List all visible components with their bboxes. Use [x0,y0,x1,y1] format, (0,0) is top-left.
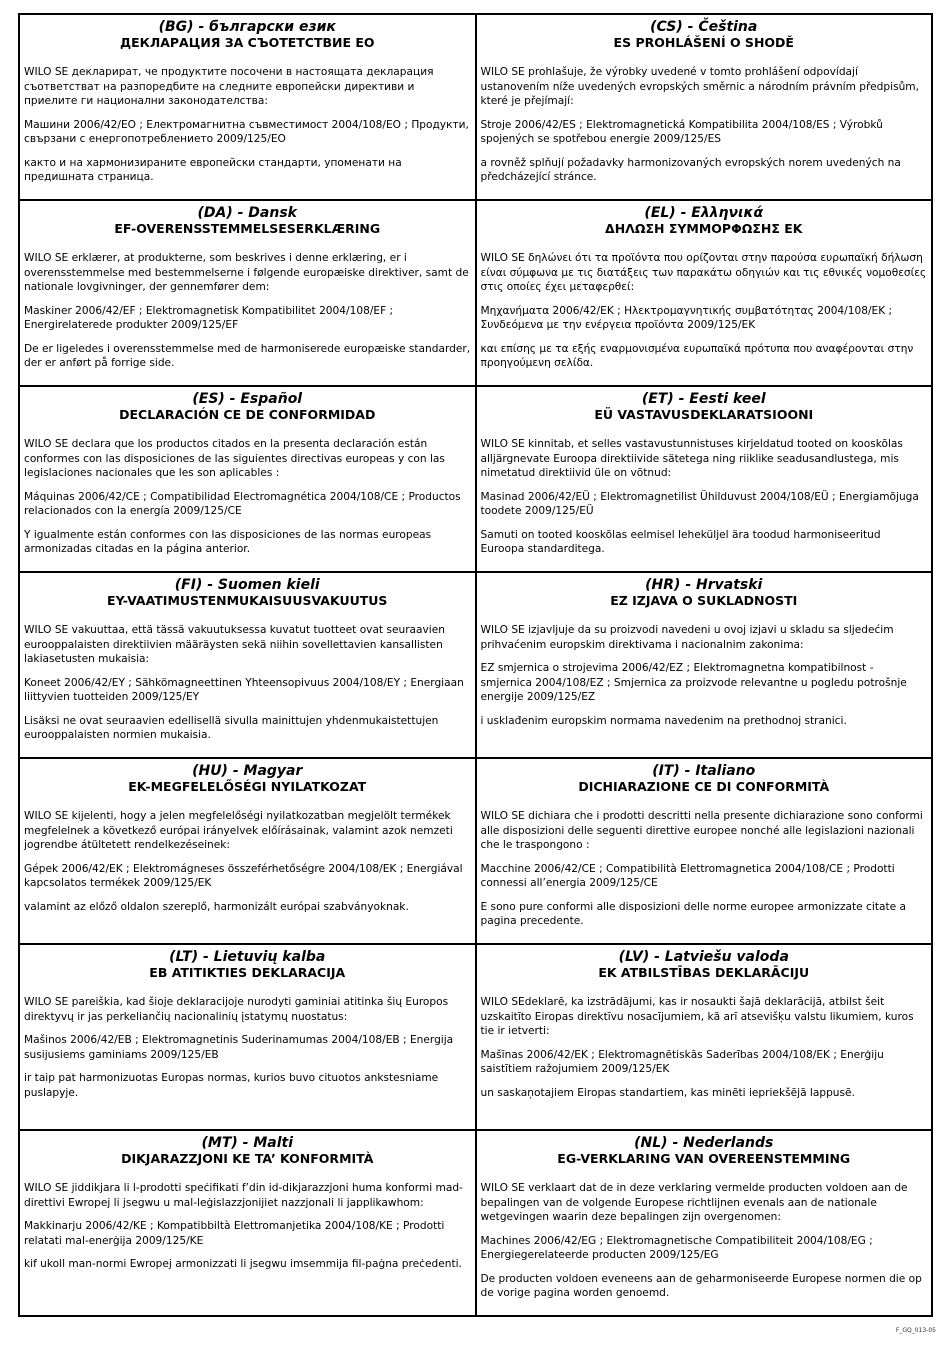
declaration-title: ES PROHLÁŠENÍ O SHODĚ [613,35,794,50]
language-heading: (EL) - Ελληνικά [644,205,764,221]
directives-list: Stroje 2006/42/ES ; Elektromagnetická Kompatibilita 2004/108/ES ; Výrobků spojených se spotřebou energie 2009/125/ES [480,118,883,145]
declaration-statement: WILO SEdeklarē, ka izstrādājumi, kas ir nosaukti šajā deklarācijā, atbilst šeit uzskaitīto Eiropas direktīvu nosacījumiem, kā arī atsevišķu valstu likumiem, kuros tie ir ietverti: [480,996,914,1037]
declaration-row [19,1130,932,1316]
standards-statement: Samuti on tooted kooskõlas eelmisel leheküljel ära toodud harmoniseeritud Euroopa standarditega. [480,528,881,555]
declaration-title: EÜ VASTAVUSDEKLARATSIOONI [594,407,814,422]
declaration-statement: WILO SE dichiara che i prodotti descritti nella presente dichiarazione sono conformi alle disposizioni delle seguenti direttive europee nonché alle legislazioni nazionali che le traspongono : [480,810,923,851]
declaration-statement: WILO SE kinnitab, et selles vastavustunnistuses kirjeldatud tooted on kooskõlas alljärgnevate Euroopa direktiivide sätetega ning riiklike seadusandlustega, mis nimetatud direktiivid üle on võtnud: [480,438,903,479]
language-heading: (HU) - Magyar [192,763,303,779]
declaration-cell [476,944,933,1130]
language-heading: (NL) - Nederlands [634,1135,774,1151]
declaration-title: EF-OVERENSSTEMMELSESERKLÆRING [114,221,381,236]
declaration-statement: WILO SE δηλώνει ότι τα προϊόντα που ορίζονται στην παρούσα ευρωπαϊκή δήλωση είναι σύμφωνα με τις διατάξεις των παρακάτω οδηγιών και τις εθνικές νομοθεσίες στις οποίες έχει μεταφερθεί: [480,252,927,293]
directives-list: Μηχανήματα 2006/42/ΕΚ ; Ηλεκτρομαγνητικής συμβατότητας 2004/108/ΕΚ ; Συνδεόμενα με την ενέργεια προϊόντα 2009/125/ΕΚ [480,304,893,331]
declaration-statement: WILO SE jiddikjara li l-prodotti speċifikati f’din id-dikjarazzjoni huma konformi mad-direttivi Ewropej li jsegwu u mal-leġislazzjonijiet nazzjonali li japplikawhom: [24,1182,463,1209]
standards-statement: valamint az előző oldalon szereplő, harmonizált európai szabványoknak. [24,900,409,913]
standards-statement: i usklađenim europskim normama navedenim na prethodnoj stranici. [480,714,847,727]
declaration-title: ΔΗΛΩΣΗ ΣΥΜΜΟΡΦΩΣΗΣ ΕΚ [605,221,803,236]
declaration-statement: WILO SE pareiškia, kad šioje deklaracijoje nurodyti gaminiai atitinka šių Europos direktyvų ir jas perkeliančių nacionalinių įstatymų nuostatus: [24,996,449,1023]
language-heading: (ET) - Eesti keel [641,391,766,407]
directives-list: Masinad 2006/42/EÜ ; Elektromagnetilist Ühilduvust 2004/108/EÜ ; Energiamõjuga toodete 2009/125/EÜ [480,490,919,517]
declaration-statement: WILO SE erklærer, at produkterne, som beskrives i denne erklæring, er i overensstemmelse med bestemmelserne i følgende europæiske direktiver, samt de nationale lovgivninger, der gennemfører dem: [24,252,469,293]
declaration-statement: WILO SE vakuuttaa, että tässä vakuutuksessa kuvatut tuotteet ovat seuraavien eurooppalaisten direktiivien määräysten sekä niihin sovellettavien kansallisten lakiasetusten mukaisia: [24,624,445,665]
declaration-statement: WILO SE declara que los productos citados en la presenta declaración están conformes con las disposiciones de las siguientes directivas europeas y con las legislaciones nacionales que les son aplicables : [24,438,445,479]
standards-statement: a rovněž splňují požadavky harmonizovaných evropských norem uvedených na předcházející stránce. [480,156,901,183]
directives-list: Машини 2006/42/ЕО ; Електромагнитна съвместимост 2004/108/ЕО ; Продукти, свързани с енергопотреблението 2009/125/ЕО [24,118,469,145]
language-heading: (IT) - Italiano [652,763,756,779]
declaration-title: DICHIARAZIONE CE DI CONFORMITÀ [578,779,830,794]
document-code: F_GQ_013-05 [895,1327,936,1334]
declaration-cell [19,386,476,572]
declaration-row [19,758,932,944]
declaration-cell [476,14,933,200]
declaration-row [19,200,932,386]
directives-list: Koneet 2006/42/EY ; Sähkömagneettinen Yhteensopivuus 2004/108/EY ; Energiaan liittyvien tuotteiden 2009/125/EY [24,676,464,703]
declaration-title: EY-VAATIMUSTENMUKAISUUSVAKUUTUS [107,593,388,608]
directives-list: Macchine 2006/42/CE ; Compatibilità Elettromagnetica 2004/108/CE ; Prodotti connessi all’energia 2009/125/CE [480,862,895,889]
declaration-statement: WILO SE verklaart dat de in deze verklaring vermelde producten voldoen aan de bepalingen van de volgende Europese richtlijnen evenals aan de nationale wetgevingen waarin deze bepalingen zijn overgenomen: [480,1182,908,1223]
language-heading: (FI) - Suomen kieli [174,577,320,593]
language-heading: (MT) - Malti [201,1135,293,1151]
declaration-statement: WILO SE декларират, че продуктите посочени в настоящата декларация съответстват на разпоредбите на следните европейски директиви и приелите ги национални законодателства: [24,66,434,107]
declaration-statement: WILO SE izjavljuje da su proizvodi navedeni u ovoj izjavi u skladu sa sljedećim prihvaćenim europskim direktivama i nacionalnim zakonima: [480,624,894,651]
directives-list: Mašīnas 2006/42/EK ; Elektromagnētiskās Saderības 2004/108/EK ; Enerģiju saistītiem ražojumiem 2009/125/EK [480,1048,884,1075]
declaration-cell [19,1130,476,1316]
directives-list: Maskiner 2006/42/EF ; Elektromagnetisk Kompatibilitet 2004/108/EF ; Energirelaterede produkter 2009/125/EF [24,304,394,331]
declaration-cell [476,200,933,386]
language-heading: (CS) - Čeština [650,19,758,35]
declaration-title: EK-MEGFELELŐSÉGI NYILATKOZAT [128,779,367,794]
language-heading: (LT) - Lietuvių kalba [169,949,326,965]
declaration-row [19,386,932,572]
standards-statement: De er ligeledes i overensstemmelse med de harmoniserede europæiske standarder, der er anført på forrige side. [24,342,471,369]
declaration-row [19,572,932,758]
standards-statement: Lisäksi ne ovat seuraavien edellisellä sivulla mainittujen yhdenmukaistettujen eurooppalaisten normien mukaisia. [24,714,439,741]
standards-statement: De producten voldoen eveneens aan de geharmoniseerde Europese normen die op de vorige pagina worden genoemd. [480,1272,922,1299]
declaration-cell [476,758,933,944]
declaration-title: EB ATITIKTIES DEKLARACIJA [149,965,346,980]
standards-statement: E sono pure conformi alle disposizioni delle norme europee armonizzate citate a pagina precedente. [480,900,906,927]
standards-statement: un saskaņotajiem Eiropas standartiem, kas minēti iepriekšējā lappusē. [480,1086,855,1099]
directives-list: Gépek 2006/42/EK ; Elektromágneses összeférhetőségre 2004/108/EK ; Energiával kapcsolatos termékek 2009/125/EK [24,862,463,889]
declaration-cell [476,386,933,572]
standards-statement: και επίσης με τα εξής εναρμονισμένα ευρωπαϊκά πρότυπα που αναφέρονται στην προηγούμενη σελίδα. [480,342,914,369]
directives-list: Mašinos 2006/42/EB ; Elektromagnetinis Suderinamumas 2004/108/EB ; Energija susijusiems gaminiams 2009/125/EB [24,1034,454,1061]
standards-statement: ir taip pat harmonizuotas Europas normas, kurios buvo cituotos ankstesniame puslapyje. [24,1072,439,1099]
declaration-title: ДЕКЛАРАЦИЯ ЗА СЪОТЕТСТВИЕ ЕО [119,35,375,50]
declaration-cell [19,14,476,200]
language-heading: (DA) - Dansk [197,205,297,221]
declaration-title: DIKJARAZZJONI KE TA’ KONFORMITÀ [121,1151,374,1166]
declaration-row [19,14,932,200]
declaration-title: EZ IZJAVA O SUKLADNOSTI [610,593,798,608]
standards-statement: както и на хармонизираните европейски стандарти, упоменати на предишната страница. [24,156,402,183]
directives-list: EZ smjernica o strojevima 2006/42/EZ ; Elektromagnetna kompatibilnost - smjernica 2004/108/EZ ; Smjernica za proizvode relevantne u pogledu potrošnje energije 2009/125/EZ [480,662,907,703]
language-heading: (ES) - Español [192,391,303,407]
standards-statement: Y igualmente están conformes con las disposiciones de las normas europeas armonizadas citadas en la página anterior. [24,528,432,555]
directives-list: Máquinas 2006/42/CE ; Compatibilidad Electromagnética 2004/108/CE ; Productos relacionados con la energía 2009/125/CE [24,490,461,517]
language-heading: (HR) - Hrvatski [645,577,763,593]
language-heading: (LV) - Latviešu valoda [618,949,789,965]
declaration-cell [19,758,476,944]
standards-statement: kif ukoll man-normi Ewropej armonizzati li jsegwu imsemmija fil-paġna preċedenti. [24,1258,462,1270]
declaration-cell [476,1130,933,1316]
declaration-statement: WILO SE prohlašuje, že výrobky uvedené v tomto prohlášení odpovídají ustanovením níže uvedených evropských směrnic a národním právním předpisům, které je přejímají: [480,66,919,107]
declaration-cell [19,200,476,386]
declaration-cell [476,572,933,758]
directives-list: Makkinarju 2006/42/KE ; Kompatibbiltà Elettromanjetika 2004/108/KE ; Prodotti relatati mal-enerġija 2009/125/KE [24,1220,445,1247]
declaration-row [19,944,932,1130]
directives-list: Machines 2006/42/EG ; Elektromagnetische Compatibiliteit 2004/108/EG ; Energiegerelateerde producten 2009/125/EG [480,1234,873,1261]
declaration-cell [19,572,476,758]
declaration-title: EK ATBILSTĪBAS DEKLARĀCIJU [598,965,810,980]
language-heading: (BG) - български език [158,19,336,35]
declaration-title: DECLARACIÓN CE DE CONFORMIDAD [119,407,376,422]
declaration-grid [18,13,933,1317]
declaration-title: EG-VERKLARING VAN OVEREENSTEMMING [557,1151,851,1166]
declaration-statement: WILO SE kijelenti, hogy a jelen megfelelőségi nyilatkozatban megjelölt termékek megfelelnek a következő európai irányelvek előírásainak, valamint azok nemzeti jogrendbe átültetett rendelkezéseinek: [24,810,453,851]
declaration-cell [19,944,476,1130]
